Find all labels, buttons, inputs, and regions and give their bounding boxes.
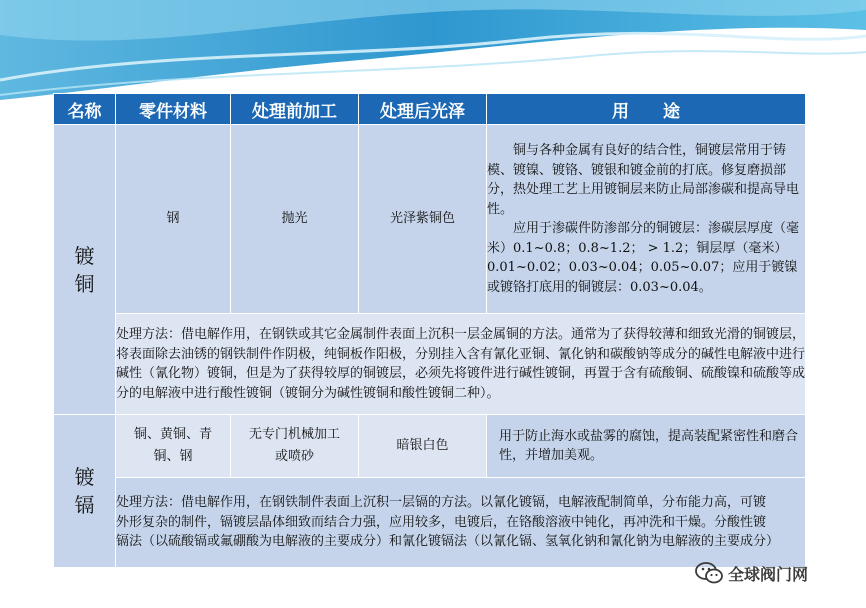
cell-method: 处理方法：借电解作用，在钢铁制件表面上沉积一层镉的方法。以氰化镀镉，电解液配制简单，分布能力高，可镀外形复杂的制件，镉镀层晶体细致而结合力强，应用较多，电镀后，在铬酸溶液中钝化，再冲洗和干燥。分酸性镀镉法（以硫酸镉或氟硼酸为电解液的主要成分）和氰化镀镉法（以氰化镉、氢氧化钠和氰化钠为电解液的主要成分） xyxy=(116,478,806,568)
cell-pre-process: 抛光 xyxy=(231,125,359,314)
header-row xyxy=(54,94,806,125)
cell-use: 用于防止海水或盐雾的腐蚀，提高装配紧密性和磨合性，并增加美观。 xyxy=(487,415,806,478)
table-row xyxy=(54,415,806,478)
header-finish: 处理后光泽 xyxy=(359,94,487,125)
use-paragraph-1: 铜与各种金属有良好的结合性，铜镀层常用于铸模、镀镍、镀铬、镀银和镀金前的打底。修复磨损部分，热处理工艺上用镀铜层来防止局部渗碳和提高导电性。 xyxy=(487,143,800,217)
table-row xyxy=(54,125,806,314)
watermark xyxy=(694,560,808,586)
wechat-icon xyxy=(694,560,724,586)
cell-finish: 光泽紫铜色 xyxy=(359,125,487,314)
use-paragraph-2: 应用于渗碳件防渗部分的铜镀层：渗碳层厚度（毫米）0.1~0.8；0.8~1.2； > 1.2；铜层厚（毫米）0.01~0.02；0.03~0.04；0.05~0.07；应用于镀镍或镀铬打底用的铜镀层：0.03~0.04。 xyxy=(487,221,800,295)
cell-finish: 暗银白色 xyxy=(359,415,487,478)
watermark-text: 全球阀门网 xyxy=(728,564,809,584)
cell-use xyxy=(487,125,806,314)
cell-method: 处理方法：借电解作用，在钢铁或其它金属制件表面上沉积一层金属铜的方法。通常为了获得较薄和细致光滑的铜镀层，将表面除去油锈的钢铁制件作阴极，纯铜板作阳极，分别挂入含有氰化亚铜、氰化钠和碳酸钠等成分的碱性电解液中进行碱性（氰化物）镀铜，但是为了获得较厚的铜镀层，必须先将镀件进行碱性镀铜，再置于含有硫酸铜、硫酸镍和硫酸等成分的电解液中进行酸性镀铜（镀铜分为碱性镀铜和酸性镀铜二种）。 xyxy=(116,314,806,415)
row-name-label: 镀铜 xyxy=(74,243,95,296)
header-name: 名称 xyxy=(54,94,116,125)
row-name-label: 镀镉 xyxy=(74,465,95,517)
row-name-copper-plating xyxy=(54,125,116,415)
row-name-cadmium-plating xyxy=(54,415,116,568)
plating-spec-table xyxy=(53,93,806,568)
cell-material: 钢 xyxy=(116,125,231,314)
header-pre-process: 处理前加工 xyxy=(231,94,359,125)
header-use: 用途 xyxy=(487,94,806,125)
header-material: 零件材料 xyxy=(116,94,231,125)
method-row xyxy=(54,478,806,568)
method-row xyxy=(54,314,806,415)
cell-pre-process: 无专门机械加工或喷砂 xyxy=(231,415,359,478)
cell-material: 铜、黄铜、青铜、钢 xyxy=(116,415,231,478)
